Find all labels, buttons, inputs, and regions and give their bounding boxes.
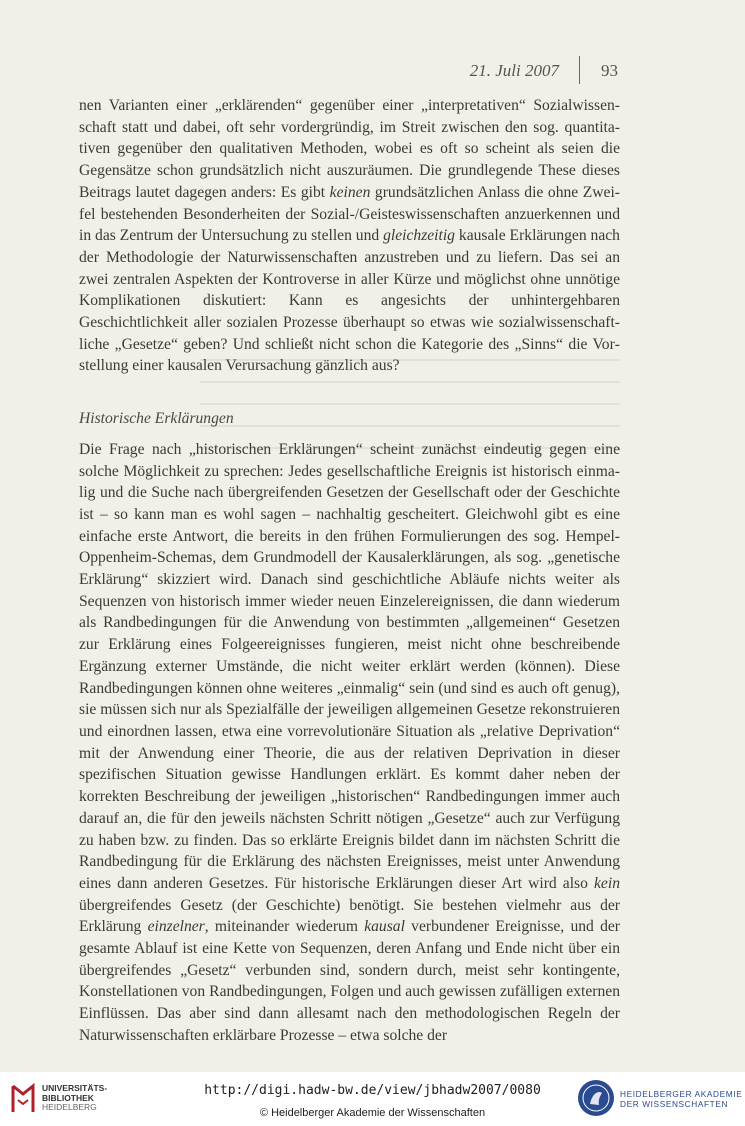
running-header-date: 21. Juli 2007 xyxy=(469,61,559,80)
paragraph: nen Varianten einer „erklärenden“ gegenüber einer „interpretativen“ Sozialwissenschaft statt und dabei, oft sehr vordergründig, im Streit zwischen den sog. quantitativen gegenüber den qualitativen Methoden, wobei es oft so scheint als seien die Gegensätze schon grundsätzlich nicht auszuräumen. Die grundlegende These dieses Beitrags lautet dagegen anders: Es gibt keinen grundsätzlichen Anlass die ohne Zweifel bestehenden Besonderheiten der Sozial-/Geisteswissenschaften anzuerkennen und in das Zentrum der Untersuchung zu stellen und gleichzeitig kausale Erklärungen nach der Methodologie der Naturwissenschaften anzustreben und zu liefern. Das sei an zwei zentralen Aspekten der Kontroverse in aller Kürze und möglichst ohne unnötige Komplikationen diskutiert: Kann es angesichts der unhintergehbaren Geschichtlichkeit aller sozialen Prozesse überhaupt so etwas wie sozialwissenschaftliche „Gesetze“ geben? Und schließt nicht schon die Kategorie des „Sinns“ die Vorstellung einer kausalen Verursachung gänzlich aus? xyxy=(79,97,620,375)
body-text xyxy=(79,95,620,1047)
copyright-notice: © Heidelberger Akademie der Wissenschaften xyxy=(259,1107,486,1119)
university-library-name: UNIVERSITÄTS- BIBLIOTHEK HEIDELBERG xyxy=(42,1083,108,1112)
academy-seal-icon xyxy=(578,1080,614,1116)
page-header xyxy=(0,61,745,85)
digitization-footer xyxy=(0,1072,745,1126)
paragraph: Die Frage nach „historischen Erklärungen“ scheint zunächst eindeutig gegen eine solche Möglichkeit zu sprechen: Jedes gesellschaftliche Ereignis ist historisch einmalig und die Suche nach übergreifenden Gesetzen der Gesellschaft oder der Geschichte ist – so kann man es wohl sagen – nachhaltig gescheitert. Gleichwohl gibt es eine einfache erste Antwort, die bereits in den frühen Formulierungen des sog. Hempel-Oppenheim-Schemas, dem Grundmodell der Kausalerklärungen, als sog. „genetische Erklärung“ skizziert wird. Danach sind geschichtliche Abläufe nichts weiter als Sequenzen von historisch immer wieder neuen Einzelereignissen, die dann wiederum als Randbedingungen für die Anwendung von bestimmten „allgemeinen“ Gesetzen zur Erklärung eines Folgeereignisses fungieren, meist nicht ohne beschreibende Ergänzung externer Umstände, die nicht weiter erklärt werden (können). Diese Randbedingungen können ohne weiteres „einmalig“ sein (und sind es auch oft genug), sie müssen sich nur als Spezialfälle der jeweiligen allgemeinen Gesetze rekonstruieren und einordnen lassen, etwa eine vorrevolutionäre Situation als „relative Deprivation“ mit der Anwendung einer Theorie, die aus der relativen Deprivation in dieser spezifischen Situation gewisse Handlungen erklärt. Es kommt daher neben der korrekten Beschreibung der jeweiligen „historischen“ Randbedingungen immer auch darauf an, die für den jeweils nächsten Schritt nötigen „Gesetze“ auch zur Verfügung zu haben bzw. zu finden. Das so erklärte Ereignis bildet dann im nächsten Schritt die Randbedingung für die Erklärung des nächsten Ereignisses, meist unter Anwendung eines dann anderen Gesetzes. Für historische Erklärungen dieser Art wird also kein übergreifendes Gesetz (der Geschichte) benötigt. Sie bestehen vielmehr aus der Erklärung einzelner, miteinander wiederum kausal verbundener Ereignisse, und der gesamte Ablauf ist eine Kette von Sequenzen, deren Anfang und Ende nicht über ein übergreifendes „Gesetz“ verbunden sind, sondern durch, meist sehr kontingente, Konstellationen von Randbedingungen, Folgen und auch gewissen zufälligen externen Einflüssen. Das aber sind dann allesamt nach den methodologischen Regeln der Naturwissenschaften erklärbare Prozesse – etwa solche der xyxy=(79,440,620,1044)
page-number: 93 xyxy=(601,61,618,80)
academy-name: HEIDELBERGER AKADEMIE DER WISSENSCHAFTEN xyxy=(620,1089,743,1109)
source-url-link[interactable]: http://digi.hadw-bw.de/view/jbhadw2007/0080 xyxy=(204,1083,541,1098)
section-heading: Historische Erklärungen xyxy=(79,410,234,428)
header-divider xyxy=(579,56,580,84)
